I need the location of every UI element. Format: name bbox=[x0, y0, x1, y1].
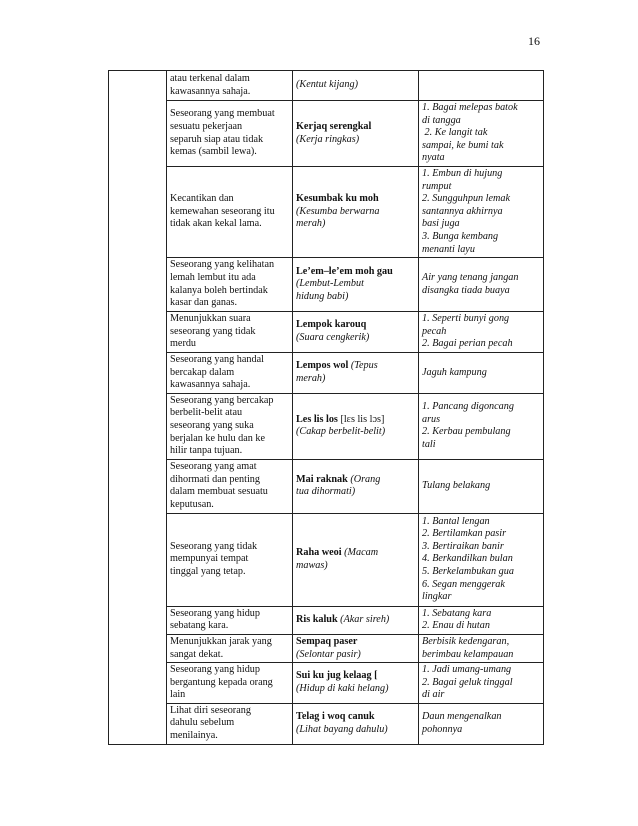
description-line: Seseorang yang amat bbox=[170, 461, 257, 473]
idiom-name: Lempok karouq bbox=[296, 319, 367, 331]
idiom-name: Le’em–le’em moh gau bbox=[296, 265, 393, 277]
proverb-line: 1. Bagai melepas batok bbox=[422, 102, 518, 114]
idiom-cell bbox=[293, 393, 419, 459]
proverb-line: 2. Enau di hutan bbox=[422, 620, 490, 632]
malay-proverb-cell bbox=[419, 513, 544, 606]
description-line: Kecantikan dan bbox=[170, 193, 234, 205]
description-cell bbox=[167, 352, 293, 393]
idiom-line bbox=[296, 670, 415, 683]
idiom-phonetic: [lɛs lis lɔs] bbox=[337, 413, 385, 425]
description-cell bbox=[167, 663, 293, 704]
table-row bbox=[109, 663, 544, 704]
idiom-cell bbox=[293, 258, 419, 312]
proverb-line: Daun mengenalkan bbox=[422, 711, 502, 723]
idiom-cell bbox=[293, 312, 419, 353]
malay-proverb-cell bbox=[419, 606, 544, 634]
description-line: bergantung kepada orang bbox=[170, 676, 273, 688]
idiom-name: Les lis los bbox=[296, 413, 338, 425]
description-line: Seseorang yang kelihatan bbox=[170, 259, 275, 271]
idiom-cell bbox=[293, 352, 419, 393]
idiom-translation: hidung babi) bbox=[296, 290, 349, 302]
idiom-cell bbox=[293, 459, 419, 513]
idiom-table bbox=[108, 70, 544, 745]
description-line: menilainya. bbox=[170, 730, 218, 742]
idiom-name: Kerjaq serengkal bbox=[296, 120, 372, 132]
idiom-translation: (Suara cengkerik) bbox=[296, 332, 370, 344]
malay-proverb-cell bbox=[419, 634, 544, 662]
idiom-line bbox=[296, 319, 415, 332]
description-line: atau terkenal dalam bbox=[170, 72, 250, 84]
description-line: dihormati dan penting bbox=[170, 473, 260, 485]
idiom-translation: tua dihormati) bbox=[296, 486, 356, 498]
table-row bbox=[109, 393, 544, 459]
proverb-line: 6. Segan menggerak bbox=[422, 578, 505, 590]
idiom-name: Raha weoi bbox=[296, 547, 342, 559]
malay-proverb-cell bbox=[419, 663, 544, 704]
idiom-translation-inline: (Macam bbox=[341, 547, 379, 559]
idiom-line bbox=[296, 266, 415, 279]
description-line: Seseorang yang tidak bbox=[170, 540, 258, 552]
idiom-line bbox=[296, 414, 415, 427]
table-body bbox=[109, 71, 544, 745]
table-row bbox=[109, 513, 544, 606]
table-row bbox=[109, 101, 544, 167]
proverb-line: 1. Jadi umang-umang bbox=[422, 664, 512, 676]
description-cell bbox=[167, 101, 293, 167]
proverb-line: 2. Kerbau pembulang bbox=[422, 426, 511, 438]
table-row bbox=[109, 703, 544, 744]
idiom-name: Mai raknak bbox=[296, 473, 348, 485]
table-row bbox=[109, 352, 544, 393]
malay-proverb-cell bbox=[419, 312, 544, 353]
description-line: Menunjukkan suara bbox=[170, 313, 251, 325]
idiom-translation: mawas) bbox=[296, 559, 328, 571]
description-cell bbox=[167, 258, 293, 312]
table-row bbox=[109, 634, 544, 662]
proverb-line: pecah bbox=[422, 325, 447, 337]
description-line: sebatang kara. bbox=[170, 620, 229, 632]
description-line: seseorang yang suka bbox=[170, 419, 254, 431]
idiom-translation-inline: (Akar sireh) bbox=[337, 614, 390, 626]
description-line: seseorang yang tidak bbox=[170, 325, 256, 337]
description-line: bercakap dalam bbox=[170, 366, 235, 378]
description-cell bbox=[167, 513, 293, 606]
proverb-line: Berbisik kedengaran, bbox=[422, 635, 510, 647]
idiom-cell bbox=[293, 703, 419, 744]
description-line: Lihat diri seseorang bbox=[170, 704, 251, 716]
description-line: Seseorang yang hidup bbox=[170, 607, 260, 619]
proverb-line: berimbau kelampauan bbox=[422, 648, 514, 660]
description-line: kawasannya sahaja. bbox=[170, 85, 251, 97]
description-line: tidak akan kekal lama. bbox=[170, 218, 262, 230]
idiom-translation: (Selontar pasir) bbox=[296, 648, 361, 660]
proverb-line: pohonnya bbox=[422, 723, 463, 735]
malay-proverb-cell bbox=[419, 71, 544, 101]
malay-proverb-cell bbox=[419, 352, 544, 393]
description-line: dalam membuat sesuatu bbox=[170, 486, 268, 498]
description-cell bbox=[167, 71, 293, 101]
idiom-name: Lempos wol bbox=[296, 360, 349, 372]
description-line: kalanya boleh bertindak bbox=[170, 284, 268, 296]
description-cell bbox=[167, 393, 293, 459]
idiom-cell bbox=[293, 101, 419, 167]
description-line: Seseorang yang bercakap bbox=[170, 394, 274, 406]
proverb-line: Air yang tenang jangan bbox=[422, 272, 519, 284]
description-line: kemewahan seseorang itu bbox=[170, 205, 275, 217]
proverb-line: 5. Berkelambukan gua bbox=[422, 566, 514, 578]
idiom-name: Kesumbak ku moh bbox=[296, 193, 379, 205]
description-line: sesuatu pekerjaan bbox=[170, 120, 243, 132]
idiom-line bbox=[296, 636, 415, 649]
table-row bbox=[109, 258, 544, 312]
idiom-line bbox=[296, 474, 415, 487]
table-row bbox=[109, 167, 544, 258]
description-cell bbox=[167, 703, 293, 744]
description-line: tinggal yang tetap. bbox=[170, 566, 246, 578]
proverb-line: 2. Ke langit tak bbox=[422, 127, 488, 139]
proverb-line: nyata bbox=[422, 152, 445, 164]
idiom-cell bbox=[293, 606, 419, 634]
idiom-translation: (Lihat bayang dahulu) bbox=[296, 723, 388, 735]
description-line: dahulu sebelum bbox=[170, 717, 235, 729]
description-cell bbox=[167, 606, 293, 634]
proverb-line: 3. Bertiraikan banir bbox=[422, 540, 504, 552]
blank-column-cell bbox=[109, 71, 167, 745]
description-line: hilir tanpa tujuan. bbox=[170, 445, 243, 457]
idiom-cell bbox=[293, 663, 419, 704]
description-line: Seseorang yang membuat bbox=[170, 108, 275, 120]
proverb-line: 2. Bagai geluk tinggal bbox=[422, 676, 513, 688]
idiom-translation: merah) bbox=[296, 372, 326, 384]
proverb-line: 1. Bantal lengan bbox=[422, 515, 490, 527]
idiom-translation-inline: (Tepus bbox=[348, 360, 378, 372]
malay-proverb-cell bbox=[419, 459, 544, 513]
proverb-line: arus bbox=[422, 413, 441, 425]
malay-proverb-cell bbox=[419, 101, 544, 167]
idiom-name: Telag i woq canuk bbox=[296, 711, 375, 723]
idiom-table-wrapper bbox=[108, 70, 543, 745]
table-row bbox=[109, 71, 544, 101]
page-number: 16 bbox=[528, 34, 540, 48]
proverb-line: di tangga bbox=[422, 114, 461, 126]
proverb-line: basi juga bbox=[422, 218, 460, 230]
idiom-cell bbox=[293, 167, 419, 258]
proverb-line: disangka tiada buaya bbox=[422, 284, 510, 296]
description-line: lemah lembut itu ada bbox=[170, 272, 256, 284]
proverb-line: santannya akhirnya bbox=[422, 205, 503, 217]
proverb-line: 1. Pancang digoncang bbox=[422, 401, 514, 413]
idiom-translation: (Cakap berbelit-belit) bbox=[296, 426, 386, 438]
proverb-line: 1. Seperti bunyi gong bbox=[422, 313, 510, 325]
table-row bbox=[109, 312, 544, 353]
idiom-cell bbox=[293, 634, 419, 662]
description-line: berbelit-belit atau bbox=[170, 407, 243, 419]
idiom-translation: (Kerja ringkas) bbox=[296, 133, 360, 145]
idiom-cell bbox=[293, 513, 419, 606]
description-cell bbox=[167, 167, 293, 258]
description-line: berjalan ke hulu dan ke bbox=[170, 432, 266, 444]
proverb-line: Jaguh kampung bbox=[422, 366, 487, 378]
malay-proverb-cell bbox=[419, 258, 544, 312]
description-line: kawasannya sahaja. bbox=[170, 379, 251, 391]
description-cell bbox=[167, 312, 293, 353]
description-line: separuh siap atau tidak bbox=[170, 133, 264, 145]
proverb-line: Tulang belakang bbox=[422, 479, 491, 491]
idiom-translation: (Hidup di kaki helang) bbox=[296, 682, 389, 694]
description-line: mempunyai tempat bbox=[170, 553, 249, 565]
description-line: merdu bbox=[170, 338, 197, 350]
proverb-line: 2. Sungguhpun lemak bbox=[422, 193, 510, 205]
proverb-line: 4. Berkandilkan bulan bbox=[422, 553, 513, 565]
description-line: sangat dekat. bbox=[170, 648, 224, 660]
idiom-line bbox=[296, 547, 415, 560]
description-line: kemas (sambil lewa). bbox=[170, 146, 257, 158]
description-line: kasar dan ganas. bbox=[170, 297, 238, 309]
proverb-line: menanti layu bbox=[422, 243, 475, 255]
idiom-cell bbox=[293, 71, 419, 101]
description-line: keputusan. bbox=[170, 498, 214, 510]
proverb-line: lingkar bbox=[422, 591, 452, 603]
idiom-line bbox=[296, 193, 415, 206]
idiom-translation-inline: (Orang bbox=[347, 473, 381, 485]
proverb-line: rumput bbox=[422, 180, 452, 192]
idiom-line bbox=[296, 614, 415, 627]
description-line: lain bbox=[170, 689, 186, 701]
idiom-line bbox=[296, 711, 415, 724]
malay-proverb-cell bbox=[419, 167, 544, 258]
idiom-line bbox=[296, 360, 415, 373]
description-line: Seseorang yang handal bbox=[170, 353, 264, 365]
idiom-line bbox=[296, 121, 415, 134]
table-row bbox=[109, 459, 544, 513]
proverb-line: 1. Embun di hujung bbox=[422, 168, 503, 179]
proverb-line: 2. Bagai perian pecah bbox=[422, 338, 513, 350]
idiom-translation: merah) bbox=[296, 218, 326, 230]
proverb-line: 1. Sebatang kara bbox=[422, 607, 492, 619]
idiom-translation: (Kesumba berwarna bbox=[296, 205, 380, 217]
idiom-name: Ris kaluk bbox=[296, 614, 338, 626]
description-line: Seseorang yang hidup bbox=[170, 664, 260, 676]
idiom-name: Sempaq paser bbox=[296, 635, 358, 647]
idiom-translation: (Kentut kijang) bbox=[296, 79, 358, 91]
proverb-line: sampai, ke bumi tak bbox=[422, 139, 504, 151]
malay-proverb-cell bbox=[419, 393, 544, 459]
malay-proverb-cell bbox=[419, 703, 544, 744]
proverb-line: 3. Bunga kembang bbox=[422, 230, 499, 242]
idiom-translation: (Lembut-Lembut bbox=[296, 278, 364, 290]
description-cell bbox=[167, 634, 293, 662]
proverb-line: tali bbox=[422, 438, 436, 450]
description-line: Menunjukkan jarak yang bbox=[170, 635, 272, 647]
proverb-line: 2. Bertilamkan pasir bbox=[422, 528, 507, 540]
description-cell bbox=[167, 459, 293, 513]
table-row bbox=[109, 606, 544, 634]
idiom-name: Sui ku jug kelaag [ bbox=[296, 670, 378, 682]
proverb-line: di air bbox=[422, 689, 445, 701]
